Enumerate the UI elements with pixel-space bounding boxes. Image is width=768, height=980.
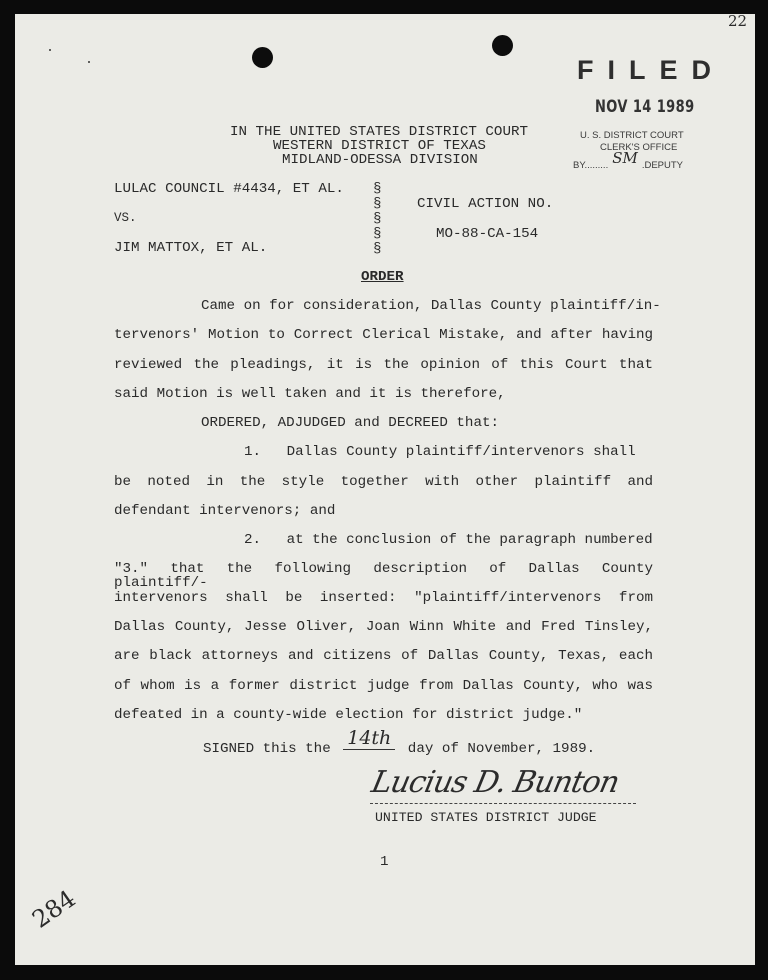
handwritten-page-mark: 22 xyxy=(728,12,748,30)
signed-line xyxy=(203,727,596,757)
section-symbol: § xyxy=(373,196,382,212)
handwritten-document-number: 284 xyxy=(27,884,81,934)
court-header-line-2: WESTERN DISTRICT OF TEXAS xyxy=(273,138,486,154)
filed-stamp-date: NOV 14 1989 xyxy=(595,97,695,117)
body-line: reviewed the pleadings, it is the opinion of this Court that xyxy=(114,357,653,373)
item-2-line: of whom is a former district judge from Dallas County, who was xyxy=(114,678,653,694)
filed-stamp-office: CLERK'S OFFICE xyxy=(600,142,678,153)
item-2-line: defeated in a county-wide election for district judge." xyxy=(114,707,583,723)
filed-stamp-by-line xyxy=(573,149,684,173)
section-symbol: § xyxy=(373,181,382,197)
speck xyxy=(49,49,51,51)
section-symbol: § xyxy=(373,211,382,227)
signature-line xyxy=(370,803,636,804)
body-line: said Motion is well taken and it is therefore, xyxy=(114,386,506,402)
item-1-line: be noted in the style together with other plaintiff and xyxy=(114,474,653,490)
speck xyxy=(88,61,90,63)
civil-action-number: MO-88-CA-154 xyxy=(436,226,539,242)
court-header-line-3: MIDLAND-ODESSA DIVISION xyxy=(282,152,478,168)
hole-punch-right xyxy=(492,35,513,56)
body-line: Came on for consideration, Dallas County plaintiff/in- xyxy=(201,298,661,314)
decree-line: ORDERED, ADJUDGED and DECREED that: xyxy=(201,415,499,431)
signature-title: UNITED STATES DISTRICT JUDGE xyxy=(375,810,597,825)
caption-defendant: JIM MATTOX, ET AL. xyxy=(114,240,268,256)
body-line: tervenors' Motion to Correct Clerical Mistake, and after having xyxy=(114,327,653,343)
filed-stamp-deputy: .DEPUTY xyxy=(641,160,684,171)
order-title: ORDER xyxy=(361,269,404,285)
court-header-line-1: IN THE UNITED STATES DISTRICT COURT xyxy=(230,124,528,140)
signed-prefix: SIGNED this the xyxy=(203,741,340,757)
item-2-line: are black attorneys and citizens of Dallas County, Texas, each xyxy=(114,648,653,664)
item-1-line: 1. Dallas County plaintiff/intervenors shall xyxy=(244,444,636,460)
filed-stamp-by: BY......... xyxy=(573,160,609,171)
section-symbol: § xyxy=(373,241,382,257)
filed-stamp-court: U. S. DISTRICT COURT xyxy=(580,130,684,141)
item-1-line: defendant intervenors; and xyxy=(114,503,336,519)
judge-signature: Lucius D. Bunton xyxy=(368,765,622,800)
section-symbol: § xyxy=(373,226,382,242)
filed-stamp-title: FILED xyxy=(577,55,725,85)
item-2-line: intervenors shall be inserted: "plaintiff/intervenors from xyxy=(114,590,653,606)
civil-action-label: CIVIL ACTION NO. xyxy=(417,196,554,212)
item-2-line: "3." that the following description of Dallas County plaintiff/- xyxy=(114,561,653,592)
page-number: 1 xyxy=(380,854,389,870)
caption-versus: VS. xyxy=(114,211,137,225)
deputy-initials: SM xyxy=(612,149,638,167)
caption-plaintiff: LULAC COUNCIL #4434, ET AL. xyxy=(114,181,344,197)
signed-suffix: day of November, 1989. xyxy=(399,741,596,757)
item-2-line: Dallas County, Jesse Oliver, Joan Winn White and Fred Tinsley, xyxy=(114,619,653,635)
signed-day-handwritten: 14th xyxy=(343,727,395,750)
item-2-line: 2. at the conclusion of the paragraph numbered xyxy=(244,532,653,548)
hole-punch-left xyxy=(252,47,273,68)
